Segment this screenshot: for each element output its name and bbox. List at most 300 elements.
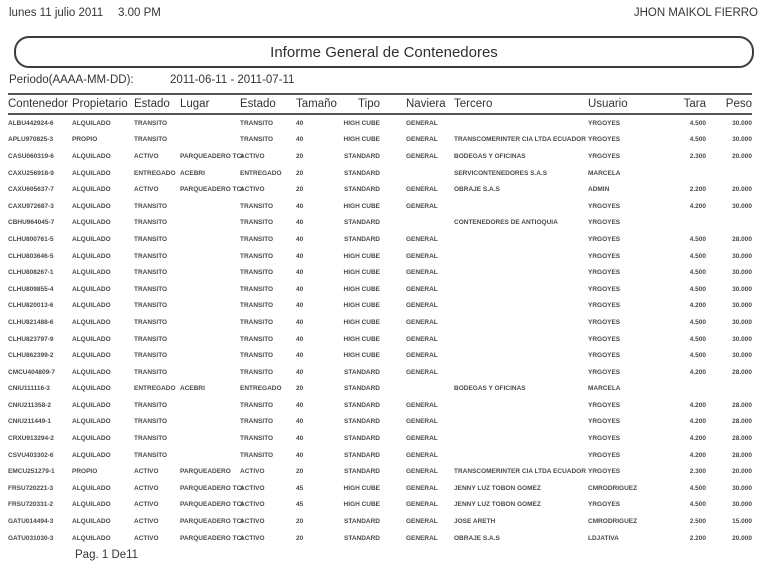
cell-tercero: BODEGAS Y OFICINAS: [454, 152, 526, 160]
cell-contenedor: APLU970825-3: [8, 136, 54, 144]
cell-propietario: ALQUILADO: [72, 252, 111, 260]
cell-tercero: JOSE ARETH: [454, 518, 496, 526]
cell-propietario: ALQUILADO: [72, 235, 111, 243]
cell-propietario: ALQUILADO: [72, 318, 111, 326]
table-row: [8, 397, 752, 414]
cell-contenedor: CBHU964045-7: [8, 219, 55, 227]
cell-usuario: YRGOYES: [588, 269, 621, 277]
cell-contenedor: CLHU823797-9: [8, 335, 54, 343]
cell-tamano: 20: [296, 468, 304, 476]
table-body: [8, 114, 752, 546]
cell-estado: TRANSITO: [134, 235, 168, 243]
cell-usuario: YRGOYES: [588, 435, 621, 443]
cell-usuario: YRGOYES: [588, 219, 621, 227]
cell-lugar: [180, 231, 240, 248]
cell-tara: 4.200: [689, 202, 706, 210]
cell-naviera: [380, 165, 454, 182]
cell-propietario: ALQUILADO: [72, 169, 111, 177]
cell-lugar: [180, 198, 240, 215]
cell-usuario: YRGOYES: [588, 152, 621, 160]
cell-lugar: PARQUEADERO TCI: [180, 152, 244, 160]
report-title-box: [14, 36, 754, 68]
cell-usuario: YRGOYES: [588, 318, 621, 326]
table-row: [8, 497, 752, 514]
cell-peso: 20.000: [732, 152, 752, 160]
cell-peso: [706, 215, 752, 232]
cell-tamano: 40: [296, 451, 304, 459]
table-header: [8, 94, 752, 114]
cell-tercero: SERVICONTENEDORES S.A.S: [454, 169, 548, 177]
cell-contenedor: CAXU972687-3: [8, 202, 54, 210]
period-label: Periodo(AAAA-MM-DD):: [9, 74, 134, 86]
table-row: [8, 181, 752, 198]
cell-estado: ENTREGADO: [134, 385, 176, 393]
cell-tamano: 40: [296, 202, 304, 210]
cell-estado2: TRANSITO: [240, 401, 274, 409]
cell-estado: TRANSITO: [134, 219, 168, 227]
cell-naviera: GENERAL: [406, 451, 438, 459]
cell-estado: TRANSITO: [134, 401, 168, 409]
cell-estado: TRANSITO: [134, 269, 168, 277]
cell-naviera: GENERAL: [406, 335, 438, 343]
cell-tamano: 20: [296, 169, 304, 177]
cell-naviera: GENERAL: [406, 202, 438, 210]
cell-tamano: 20: [296, 385, 304, 393]
cell-tamano: 40: [296, 136, 304, 144]
cell-estado2: TRANSITO: [240, 302, 274, 310]
cell-naviera: GENERAL: [406, 418, 438, 426]
cell-tipo: HIGH CUBE: [343, 352, 380, 360]
cell-contenedor: CNIU211358-2: [8, 401, 51, 409]
cell-contenedor: CSVU403302-6: [8, 451, 54, 459]
report-time: 3.00 PM: [118, 7, 161, 19]
table-row: [8, 148, 752, 165]
report-date: lunes 11 julio 2011: [9, 7, 104, 19]
cell-propietario: ALQUILADO: [72, 269, 111, 277]
cell-tercero: [454, 198, 588, 215]
cell-propietario: ALQUILADO: [72, 534, 111, 542]
cell-peso: 20.000: [732, 534, 752, 542]
table-row: [8, 248, 752, 265]
cell-peso: 30.000: [732, 252, 752, 260]
cell-tercero: OBRAJE S.A.S: [454, 534, 500, 542]
cell-tara: 2.200: [689, 534, 706, 542]
cell-tipo: HIGH CUBE: [343, 202, 380, 210]
cell-naviera: GENERAL: [406, 484, 438, 492]
cell-tamano: 40: [296, 219, 304, 227]
cell-usuario: YRGOYES: [588, 352, 621, 360]
cell-peso: 20.000: [732, 468, 752, 476]
cell-lugar: [180, 331, 240, 348]
cell-estado2: ACTIVO: [240, 534, 265, 542]
cell-tara: 4.500: [689, 136, 706, 144]
cell-tamano: 40: [296, 418, 304, 426]
cell-tara: 4.200: [689, 302, 706, 310]
table-row: [8, 364, 752, 381]
cell-lugar: [180, 414, 240, 431]
cell-tercero: OBRAJE S.A.S: [454, 186, 500, 194]
table-row: [8, 114, 752, 132]
report-title: Informe General de Contenedores: [270, 43, 498, 61]
cell-propietario: ALQUILADO: [72, 335, 111, 343]
cell-peso: [706, 165, 752, 182]
cell-lugar: ACEBRI: [180, 385, 205, 393]
column-header-tara: Tara: [650, 94, 706, 114]
cell-peso: [706, 381, 752, 398]
cell-lugar: ACEBRI: [180, 169, 205, 177]
cell-tercero: [454, 414, 588, 431]
table-row: [8, 132, 752, 149]
cell-propietario: ALQUILADO: [72, 435, 111, 443]
cell-estado: TRANSITO: [134, 302, 168, 310]
cell-naviera: GENERAL: [406, 152, 438, 160]
cell-tercero: [454, 314, 588, 331]
cell-estado: ACTIVO: [134, 518, 159, 526]
cell-lugar: [180, 447, 240, 464]
table-row: [8, 298, 752, 315]
cell-tamano: 20: [296, 534, 304, 542]
cell-contenedor: CAXU256918-9: [8, 169, 54, 177]
cell-naviera: GENERAL: [406, 235, 438, 243]
cell-tipo: HIGH CUBE: [343, 302, 380, 310]
table-row: [8, 331, 752, 348]
cell-lugar: [180, 397, 240, 414]
cell-estado2: ACTIVO: [240, 501, 265, 509]
cell-tipo: HIGH CUBE: [343, 252, 380, 260]
cell-tercero: [454, 430, 588, 447]
cell-naviera: GENERAL: [406, 136, 438, 144]
cell-tamano: 40: [296, 401, 304, 409]
cell-tara: [650, 215, 706, 232]
cell-tara: 2.500: [689, 518, 706, 526]
cell-peso: 30.000: [732, 136, 752, 144]
column-header-tamano: Tamaño: [296, 94, 338, 114]
cell-estado: TRANSITO: [134, 285, 168, 293]
cell-peso: 28.000: [732, 435, 752, 443]
cell-naviera: GENERAL: [406, 368, 438, 376]
cell-contenedor: CNIU211449-1: [8, 418, 51, 426]
cell-estado2: TRANSITO: [240, 269, 274, 277]
cell-tercero: [454, 364, 588, 381]
page-indicator: Pag. 1 De11: [75, 549, 139, 561]
cell-contenedor: CLHU809855-4: [8, 285, 54, 293]
cell-tara: 4.200: [689, 401, 706, 409]
cell-usuario: YRGOYES: [588, 368, 621, 376]
cell-propietario: ALQUILADO: [72, 119, 111, 127]
column-header-lugar: Lugar: [180, 94, 240, 114]
cell-lugar: [180, 298, 240, 315]
cell-contenedor: CASU060319-6: [8, 152, 54, 160]
cell-naviera: GENERAL: [406, 435, 438, 443]
column-header-naviera: Naviera: [380, 94, 454, 114]
cell-tara: 4.500: [689, 484, 706, 492]
column-header-contenedor: Contenedor: [8, 94, 72, 114]
cell-lugar: PARQUEADERO TCI: [180, 186, 244, 194]
cell-naviera: GENERAL: [406, 518, 438, 526]
cell-usuario: YRGOYES: [588, 285, 621, 293]
table-row: [8, 463, 752, 480]
cell-tercero: JENNY LUZ TOBON GOMEZ: [454, 484, 541, 492]
cell-tamano: 40: [296, 252, 304, 260]
cell-peso: 30.000: [732, 501, 752, 509]
cell-estado: TRANSITO: [134, 451, 168, 459]
cell-propietario: ALQUILADO: [72, 451, 111, 459]
cell-contenedor: CMCU404809-7: [8, 368, 55, 376]
cell-estado2: TRANSITO: [240, 235, 274, 243]
cell-tercero: [454, 347, 588, 364]
cell-tercero: [454, 264, 588, 281]
cell-tipo: STANDARD: [344, 518, 380, 526]
cell-peso: 28.000: [732, 235, 752, 243]
table-row: [8, 314, 752, 331]
cell-tara: [650, 381, 706, 398]
cell-tipo: HIGH CUBE: [343, 119, 380, 127]
cell-tercero: [454, 281, 588, 298]
cell-tercero: [454, 231, 588, 248]
cell-tamano: 20: [296, 186, 304, 194]
cell-naviera: GENERAL: [406, 318, 438, 326]
containers-table: [8, 93, 752, 546]
cell-tipo: STANDARD: [344, 235, 380, 243]
table-row: [8, 281, 752, 298]
cell-naviera: GENERAL: [406, 468, 438, 476]
cell-peso: 30.000: [732, 302, 752, 310]
cell-lugar: [180, 314, 240, 331]
cell-naviera: GENERAL: [406, 501, 438, 509]
cell-tercero: [454, 114, 588, 132]
cell-peso: 30.000: [732, 285, 752, 293]
cell-tamano: 40: [296, 285, 304, 293]
cell-usuario: YRGOYES: [588, 252, 621, 260]
cell-usuario: MARCELA: [588, 169, 621, 177]
cell-tipo: STANDARD: [344, 385, 380, 393]
cell-tipo: STANDARD: [344, 152, 380, 160]
cell-estado2: TRANSITO: [240, 119, 274, 127]
cell-propietario: ALQUILADO: [72, 302, 111, 310]
cell-naviera: GENERAL: [406, 252, 438, 260]
cell-lugar: PARQUEADERO TCI: [180, 501, 244, 509]
cell-peso: 30.000: [732, 335, 752, 343]
cell-tara: 2.300: [689, 152, 706, 160]
cell-peso: 30.000: [732, 352, 752, 360]
cell-estado2: ACTIVO: [240, 186, 265, 194]
cell-lugar: [180, 364, 240, 381]
cell-tipo: HIGH CUBE: [343, 136, 380, 144]
cell-propietario: ALQUILADO: [72, 219, 111, 227]
cell-peso: 30.000: [732, 119, 752, 127]
cell-lugar: PARQUEADERO TCI: [180, 518, 244, 526]
table-row: [8, 198, 752, 215]
cell-peso: 30.000: [732, 269, 752, 277]
table-row: [8, 347, 752, 364]
table-row: [8, 381, 752, 398]
cell-usuario: YRGOYES: [588, 235, 621, 243]
cell-tercero: [454, 447, 588, 464]
cell-estado2: TRANSITO: [240, 202, 274, 210]
cell-estado: ACTIVO: [134, 501, 159, 509]
cell-tara: 2.300: [689, 468, 706, 476]
cell-peso: 28.000: [732, 418, 752, 426]
cell-estado2: TRANSITO: [240, 219, 274, 227]
cell-tamano: 20: [296, 518, 304, 526]
cell-tamano: 45: [296, 501, 304, 509]
cell-tara: 4.500: [689, 235, 706, 243]
table-row: [8, 430, 752, 447]
cell-naviera: GENERAL: [406, 186, 438, 194]
cell-tercero: TRANSCOMERINTER CIA LTDA ECUADOR: [454, 468, 586, 476]
cell-propietario: ALQUILADO: [72, 352, 111, 360]
cell-estado2: TRANSITO: [240, 368, 274, 376]
cell-naviera: GENERAL: [406, 302, 438, 310]
cell-tercero: [454, 397, 588, 414]
cell-tara: 4.500: [689, 285, 706, 293]
column-header-estado-2: Estado: [240, 94, 296, 114]
cell-propietario: ALQUILADO: [72, 484, 111, 492]
cell-tara: 2.200: [689, 186, 706, 194]
cell-estado2: TRANSITO: [240, 418, 274, 426]
cell-tara: 4.200: [689, 368, 706, 376]
cell-usuario: YRGOYES: [588, 119, 621, 127]
cell-tipo: HIGH CUBE: [343, 318, 380, 326]
cell-lugar: [180, 132, 240, 149]
cell-tamano: 40: [296, 335, 304, 343]
cell-estado2: TRANSITO: [240, 318, 274, 326]
cell-contenedor: CNIU111116-3: [8, 385, 50, 393]
cell-usuario: YRGOYES: [588, 202, 621, 210]
cell-propietario: ALQUILADO: [72, 202, 111, 210]
cell-lugar: PARQUEADERO TCI: [180, 484, 244, 492]
cell-usuario: MARCELA: [588, 385, 621, 393]
cell-lugar: [180, 281, 240, 298]
cell-estado: ACTIVO: [134, 484, 159, 492]
cell-peso: 28.000: [732, 368, 752, 376]
cell-tara: 4.500: [689, 352, 706, 360]
cell-usuario: YRGOYES: [588, 401, 621, 409]
cell-tipo: HIGH CUBE: [343, 484, 380, 492]
cell-estado2: ACTIVO: [240, 152, 265, 160]
cell-estado2: ENTREGADO: [240, 169, 282, 177]
cell-lugar: PARQUEADERO TCI: [180, 534, 244, 542]
cell-tipo: STANDARD: [344, 219, 380, 227]
cell-estado: TRANSITO: [134, 136, 168, 144]
cell-tara: 4.500: [689, 318, 706, 326]
cell-lugar: [180, 248, 240, 265]
cell-tara: 4.500: [689, 252, 706, 260]
table-row: [8, 264, 752, 281]
cell-tercero: TRANSCOMERINTER CIA LTDA ECUADOR: [454, 136, 586, 144]
cell-naviera: GENERAL: [406, 401, 438, 409]
cell-naviera: GENERAL: [406, 285, 438, 293]
cell-estado: ACTIVO: [134, 186, 159, 194]
cell-contenedor: GATU014494-3: [8, 518, 54, 526]
cell-tara: [650, 165, 706, 182]
cell-estado2: TRANSITO: [240, 352, 274, 360]
cell-estado2: TRANSITO: [240, 252, 274, 260]
cell-estado: TRANSITO: [134, 435, 168, 443]
cell-tamano: 40: [296, 269, 304, 277]
cell-propietario: ALQUILADO: [72, 186, 111, 194]
column-header-estado: Estado: [134, 94, 180, 114]
cell-lugar: PARQUEADERO: [180, 468, 231, 476]
cell-tipo: HIGH CUBE: [343, 335, 380, 343]
cell-contenedor: CLHU820013-6: [8, 302, 54, 310]
cell-propietario: ALQUILADO: [72, 152, 111, 160]
cell-estado: TRANSITO: [134, 119, 168, 127]
containers-table-wrapper: [8, 93, 752, 546]
cell-naviera: [380, 381, 454, 398]
cell-peso: 28.000: [732, 401, 752, 409]
cell-naviera: GENERAL: [406, 534, 438, 542]
cell-tara: 4.200: [689, 451, 706, 459]
cell-tamano: 40: [296, 302, 304, 310]
cell-estado: TRANSITO: [134, 352, 168, 360]
cell-estado2: TRANSITO: [240, 451, 274, 459]
cell-usuario: CMRODRIGUEZ: [588, 518, 638, 526]
cell-tara: 4.500: [689, 335, 706, 343]
cell-estado2: ACTIVO: [240, 518, 265, 526]
cell-contenedor: FRSU720331-2: [8, 501, 54, 509]
cell-propietario: ALQUILADO: [72, 368, 111, 376]
cell-estado: TRANSITO: [134, 252, 168, 260]
cell-estado2: ENTREGADO: [240, 385, 282, 393]
cell-usuario: YRGOYES: [588, 335, 621, 343]
cell-lugar: [180, 215, 240, 232]
cell-tipo: STANDARD: [344, 468, 380, 476]
cell-tara: 4.500: [689, 269, 706, 277]
cell-usuario: YRGOYES: [588, 451, 621, 459]
cell-tara: 4.200: [689, 435, 706, 443]
column-header-tercero: Tercero: [454, 94, 588, 114]
cell-usuario: CMRODRIGUEZ: [588, 484, 638, 492]
cell-contenedor: CAXU605637-7: [8, 186, 54, 194]
cell-tipo: STANDARD: [344, 418, 380, 426]
cell-usuario: YRGOYES: [588, 468, 621, 476]
cell-propietario: ALQUILADO: [72, 501, 111, 509]
cell-tipo: STANDARD: [344, 368, 380, 376]
cell-tipo: STANDARD: [344, 534, 380, 542]
cell-peso: 28.000: [732, 451, 752, 459]
cell-estado2: ACTIVO: [240, 468, 265, 476]
cell-tamano: 40: [296, 235, 304, 243]
table-row: [8, 215, 752, 232]
cell-tamano: 20: [296, 152, 304, 160]
cell-contenedor: CLHU800761-5: [8, 235, 54, 243]
table-row: [8, 513, 752, 530]
table-row: [8, 480, 752, 497]
cell-contenedor: ALBU442924-6: [8, 119, 54, 127]
cell-tamano: 40: [296, 119, 304, 127]
column-header-propietario: Propietario: [72, 94, 134, 114]
cell-tara: 4.200: [689, 418, 706, 426]
cell-tamano: 40: [296, 435, 304, 443]
cell-propietario: ALQUILADO: [72, 518, 111, 526]
cell-naviera: [380, 215, 454, 232]
cell-lugar: [180, 264, 240, 281]
cell-contenedor: CLHU803646-5: [8, 252, 54, 260]
cell-estado: ENTREGADO: [134, 169, 176, 177]
cell-tercero: [454, 331, 588, 348]
cell-naviera: GENERAL: [406, 352, 438, 360]
cell-estado: TRANSITO: [134, 202, 168, 210]
cell-propietario: ALQUILADO: [72, 285, 111, 293]
cell-tipo: HIGH CUBE: [343, 285, 380, 293]
cell-tipo: STANDARD: [344, 186, 380, 194]
cell-tercero: CONTENEDORES DE ANTIOQUIA: [454, 219, 558, 227]
cell-estado2: TRANSITO: [240, 136, 274, 144]
cell-estado: ACTIVO: [134, 534, 159, 542]
cell-propietario: ALQUILADO: [72, 401, 111, 409]
cell-tercero: [454, 248, 588, 265]
